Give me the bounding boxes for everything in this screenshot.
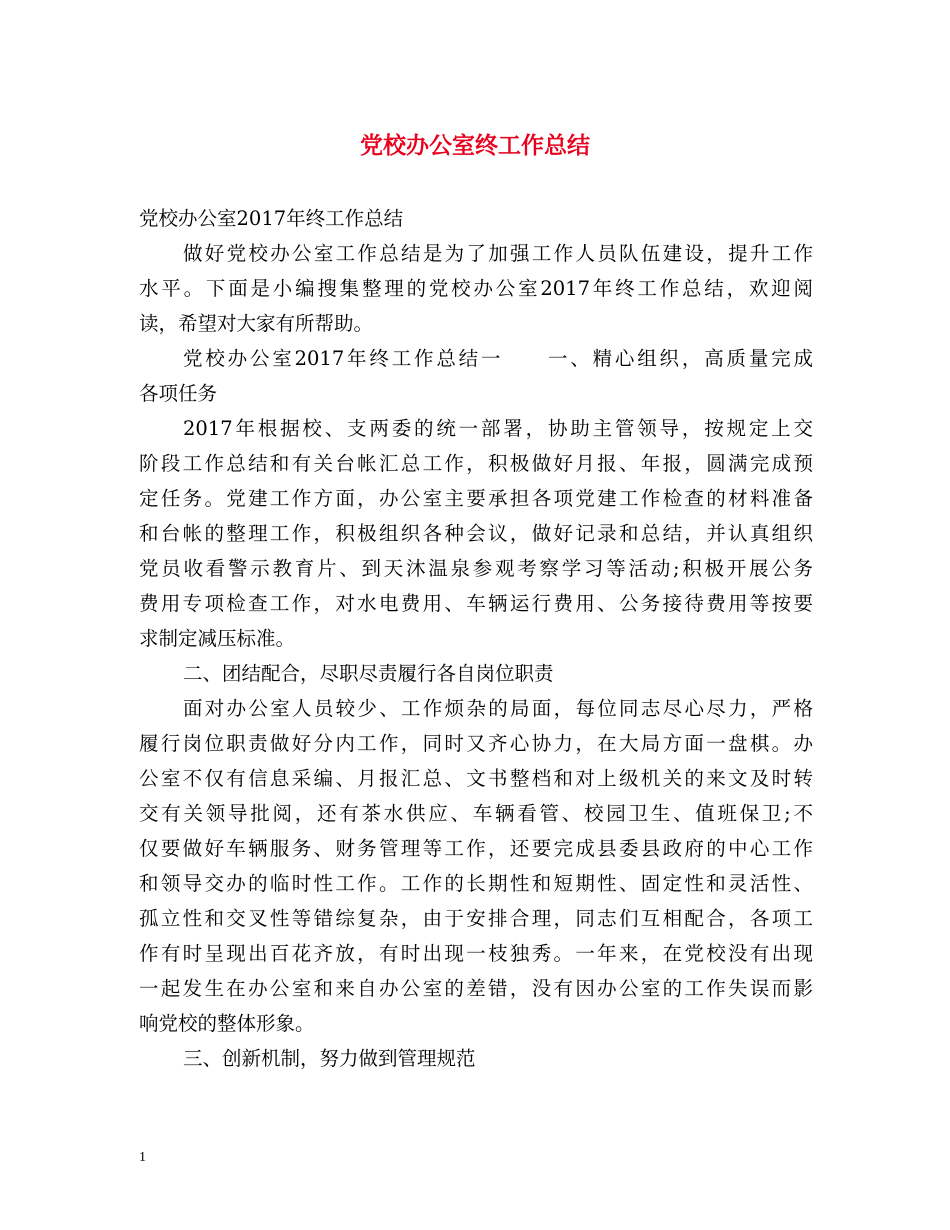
text-line: 党员收看警示教育片、到天沐温泉参观考察学习等活动;积极开展公务 — [139, 557, 813, 580]
text-line: 2017年根据校、支两委的统一部署，协助主管领导，按规定上交 — [183, 417, 813, 440]
text-line: 和领导交办的临时性工作。工作的长期性和短期性、固定性和灵活性、 — [139, 872, 813, 895]
text-line: 党校办公室2017年终工作总结一 一、精心组织，高质量完成 — [183, 347, 813, 370]
text-line: 孤立性和交叉性等错综复杂，由于安排合理，同志们互相配合，各项工 — [139, 907, 813, 930]
text-line: 党校办公室2017年终工作总结 — [139, 207, 404, 230]
text-line: 做好党校办公室工作总结是为了加强工作人员队伍建设，提升工作 — [183, 242, 813, 265]
text-line: 一起发生在办公室和来自办公室的差错，没有因办公室的工作失误而影 — [139, 977, 813, 1000]
text-line: 求制定减压标准。 — [139, 627, 296, 650]
text-line: 定任务。党建工作方面，办公室主要承担各项党建工作检查的材料准备 — [139, 487, 813, 510]
text-line: 仅要做好车辆服务、财务管理等工作，还要完成县委县政府的中心工作 — [139, 837, 813, 860]
text-line: 三、创新机制，努力做到管理规范 — [183, 1047, 476, 1070]
text-line: 各项任务 — [139, 382, 218, 405]
text-line: 交有关领导批阅，还有茶水供应、车辆看管、校园卫生、值班保卫;不 — [139, 802, 813, 825]
text-line: 响党校的整体形象。 — [139, 1012, 315, 1035]
text-line: 履行岗位职责做好分内工作，同时又齐心协力，在大局方面一盘棋。办 — [139, 732, 813, 755]
text-line: 作有时呈现出百花齐放，有时出现一枝独秀。一年来，在党校没有出现 — [139, 942, 813, 965]
text-line: 阶段工作总结和有关台帐汇总工作，积极做好月报、年报，圆满完成预 — [139, 452, 813, 475]
text-line: 公室不仅有信息采编、月报汇总、文书整档和对上级机关的来文及时转 — [139, 767, 813, 790]
document-title: 党校办公室终工作总结 — [360, 132, 590, 159]
text-line: 费用专项检查工作，对水电费用、车辆运行费用、公务接待费用等按要 — [139, 592, 813, 615]
page-number: 1 — [139, 1150, 146, 1165]
text-line: 面对办公室人员较少、工作烦杂的局面，每位同志尽心尽力，严格 — [183, 697, 813, 720]
text-line: 和台帐的整理工作，积极组织各种会议，做好记录和总结，并认真组织 — [139, 522, 813, 545]
text-line: 二、团结配合，尽职尽责履行各自岗位职责 — [183, 662, 554, 685]
text-line: 水平。下面是小编搜集整理的党校办公室2017年终工作总结，欢迎阅 — [139, 277, 813, 300]
text-line: 读，希望对大家有所帮助。 — [139, 312, 374, 335]
